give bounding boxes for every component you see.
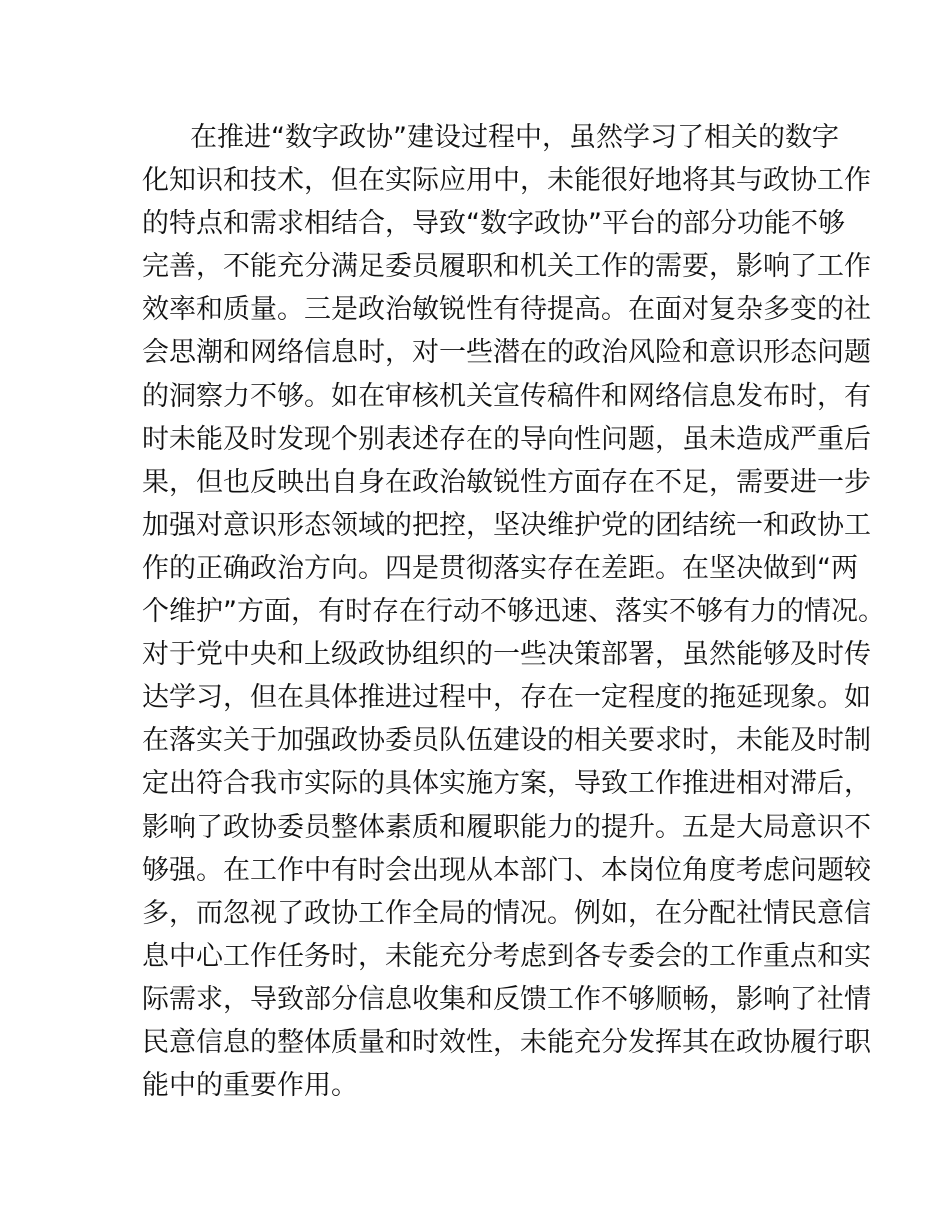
text-line: 际需求，导致部分信息收集和反馈工作不够顺畅，影响了社情	[142, 983, 871, 1015]
text-line: 时未能及时发现个别表述存在的导向性问题，虽未造成严重后	[142, 423, 871, 455]
text-line: 定出符合我市实际的具体实施方案，导致工作推进相对滞后，	[142, 768, 871, 800]
text-line: 会思潮和网络信息时，对一些潜在的政治风险和意识形态问题	[142, 337, 871, 369]
text-line: 达学习，但在具体推进过程中，存在一定程度的拖延现象。如	[142, 682, 871, 714]
text-line: 息中心工作任务时，未能充分考虑到各专委会的工作重点和实	[142, 940, 871, 972]
text-line: 效率和质量。三是政治敏锐性有待提高。在面对复杂多变的社	[142, 294, 871, 326]
text-line: 影响了政协委员整体素质和履职能力的提升。五是大局意识不	[142, 811, 871, 843]
text-line: 作的正确政治方向。四是贯彻落实存在差距。在坚决做到“两	[142, 552, 858, 584]
text-line: 完善，不能充分满足委员履职和机关工作的需要，影响了工作	[142, 251, 871, 283]
text-line: 在落实关于加强政协委员队伍建设的相关要求时，未能及时制	[142, 725, 871, 757]
text-line: 化知识和技术，但在实际应用中，未能很好地将其与政协工作	[142, 165, 871, 197]
text-line: 民意信息的整体质量和时效性，未能充分发挥其在政协履行职	[142, 1026, 871, 1058]
text-line: 果，但也反映出自身在政治敏锐性方面存在不足，需要进一步	[142, 466, 871, 498]
text-line: 在推进“数字政协”建设过程中，虽然学习了相关的数字	[190, 122, 839, 153]
body-paragraph	[142, 116, 885, 1107]
text-line: 的特点和需求相结合，导致“数字政协”平台的部分功能不够	[142, 208, 845, 240]
text-line: 加强对意识形态领域的把控，坚决维护党的团结统一和政协工	[142, 509, 871, 541]
text-line: 个维护”方面，有时存在行动不够迅速、落实不够有力的情况。	[142, 596, 885, 628]
text-line: 能中的重要作用。	[142, 1070, 358, 1102]
text-line: 对于党中央和上级政协组织的一些决策部署，虽然能够及时传	[142, 639, 871, 671]
text-line: 多，而忽视了政协工作全局的情况。例如，在分配社情民意信	[142, 897, 871, 929]
text-line: 够强。在工作中有时会出现从本部门、本岗位角度考虑问题较	[142, 854, 871, 886]
text-line: 的洞察力不够。如在审核机关宣传稿件和网络信息发布时，有	[142, 380, 871, 412]
